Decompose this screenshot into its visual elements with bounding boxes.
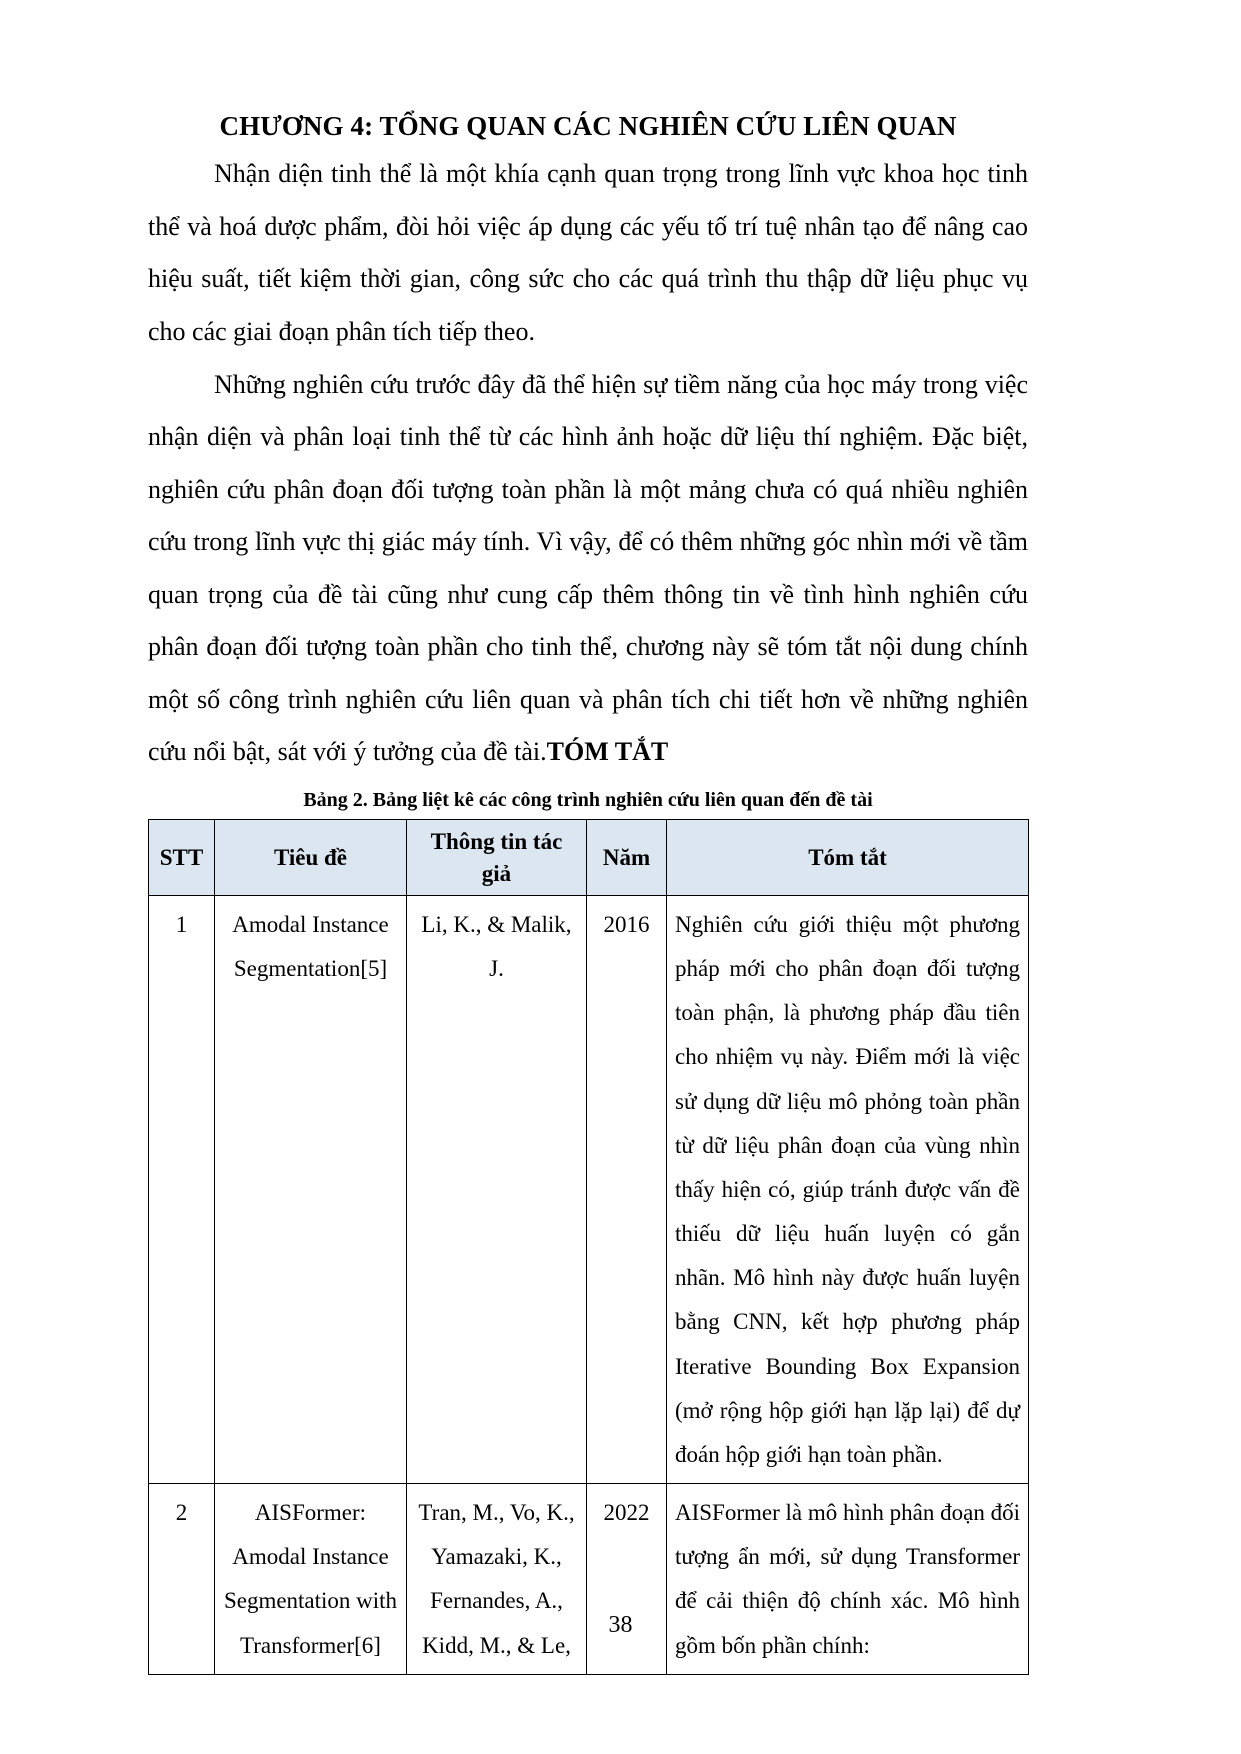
page-number: 38 xyxy=(608,1612,633,1638)
cell-author-line: Kidd, M., & Le, xyxy=(422,1632,571,1658)
page-content xyxy=(148,108,1028,1675)
body-paragraph-2 xyxy=(148,359,1028,779)
cell-stt: 1 xyxy=(149,896,215,1484)
column-header-year: Năm xyxy=(587,819,667,895)
column-header-title: Tiêu đề xyxy=(215,819,407,895)
column-header-author: Thông tin tác giả xyxy=(407,819,587,895)
cell-author-line: Tran, M., Vo, K., xyxy=(418,1500,575,1526)
research-table xyxy=(148,819,1029,1675)
cell-author-line: Fernandes, A., xyxy=(430,1588,563,1614)
cell-summary: Nghiên cứu giới thiệu một phương pháp mới cho phân đoạn đối tượng toàn phận, là phương pháp đầu tiên cho nhiệm vụ này. Điểm mới là việc sử dụng dữ liệu mô phỏng toàn phần từ dữ liệu phân đoạn của vùng nhìn thấy hiện có, giúp tránh được vấn đề thiếu dữ liệu huấn luyện có gắn nhãn. Mô hình này được huấn luyện bằng CNN, kết hợp phương pháp Iterative Bounding Box Expansion (mở rộng hộp giới hạn lặp lại) để dự đoán hộp giới hạn toàn phần. xyxy=(667,896,1029,1484)
cell-author-line: Yamazaki, K., xyxy=(431,1544,562,1570)
cell-title xyxy=(215,896,407,1484)
cell-author xyxy=(407,1484,587,1675)
cell-year: 2022 xyxy=(587,1484,667,1675)
cell-author-line: J. xyxy=(489,956,504,982)
paragraph-bold-suffix: TÓM TẮT xyxy=(546,737,669,767)
cell-title-line: Segmentation[5] xyxy=(233,956,388,982)
cell-title-line: Amodal Instance xyxy=(232,1544,389,1570)
column-header-summary: Tóm tắt xyxy=(667,819,1029,895)
chapter-title: CHƯƠNG 4: TỔNG QUAN CÁC NGHIÊN CỨU LIÊN QUAN xyxy=(219,111,957,141)
table-row xyxy=(149,896,1029,1484)
body-paragraph-1: Nhận diện tinh thể là một khía cạnh quan trọng trong lĩnh vực khoa học tinh thể và hoá dược phẩm, đòi hỏi việc áp dụng các yếu tố trí tuệ nhân tạo để nâng cao hiệu suất, tiết kiệm thời gian, công sức cho các quá trình thu thập dữ liệu phục vụ cho các giai đoạn phân tích tiếp theo. xyxy=(148,159,1028,346)
body-paragraph-2-text: Những nghiên cứu trước đây đã thể hiện sự tiềm năng của học máy trong việc nhận diện và phân loại tinh thể từ các hình ảnh hoặc dữ liệu thí nghiệm. Đặc biệt, nghiên cứu phân đoạn đối tượng toàn phần là một mảng chưa có quá nhiều nghiên cứu trong lĩnh vực thị giác máy tính. Vì vậy, để có thêm những góc nhìn mới về tầm quan trọng của đề tài cũng như cung cấp thêm thông tin về tình hình nghiên cứu phân đoạn đối tượng toàn phần cho tinh thể, chương này sẽ tóm tắt nội dung chính một số công trình nghiên cứu liên quan và phân tích chi tiết hơn về những nghiên cứu nổi bật, sát với ý tưởng của đề tài. xyxy=(148,369,1028,767)
cell-title-line: Transformer[6] xyxy=(240,1632,381,1658)
cell-author-line: Li, K., & Malik, xyxy=(421,912,572,937)
cell-year: 2016 xyxy=(587,896,667,1484)
table-row xyxy=(149,1484,1029,1675)
cell-title xyxy=(215,1484,407,1675)
table-header-row xyxy=(149,819,1029,895)
cell-author xyxy=(407,896,587,1484)
cell-stt: 2 xyxy=(149,1484,215,1675)
cell-title-line: Segmentation with xyxy=(223,1588,398,1614)
cell-summary: AISFormer là mô hình phân đoạn đối tượng ẩn mới, sử dụng Transformer để cải thiện độ chính xác. Mô hình gồm bốn phần chính: xyxy=(667,1484,1029,1675)
table-caption: Bảng 2. Bảng liệt kê các công trình nghiên cứu liên quan đến đề tài xyxy=(303,788,873,811)
cell-title-line: Amodal Instance xyxy=(232,912,389,937)
column-header-stt: STT xyxy=(149,819,215,895)
cell-title-line: AISFormer: xyxy=(254,1500,367,1526)
